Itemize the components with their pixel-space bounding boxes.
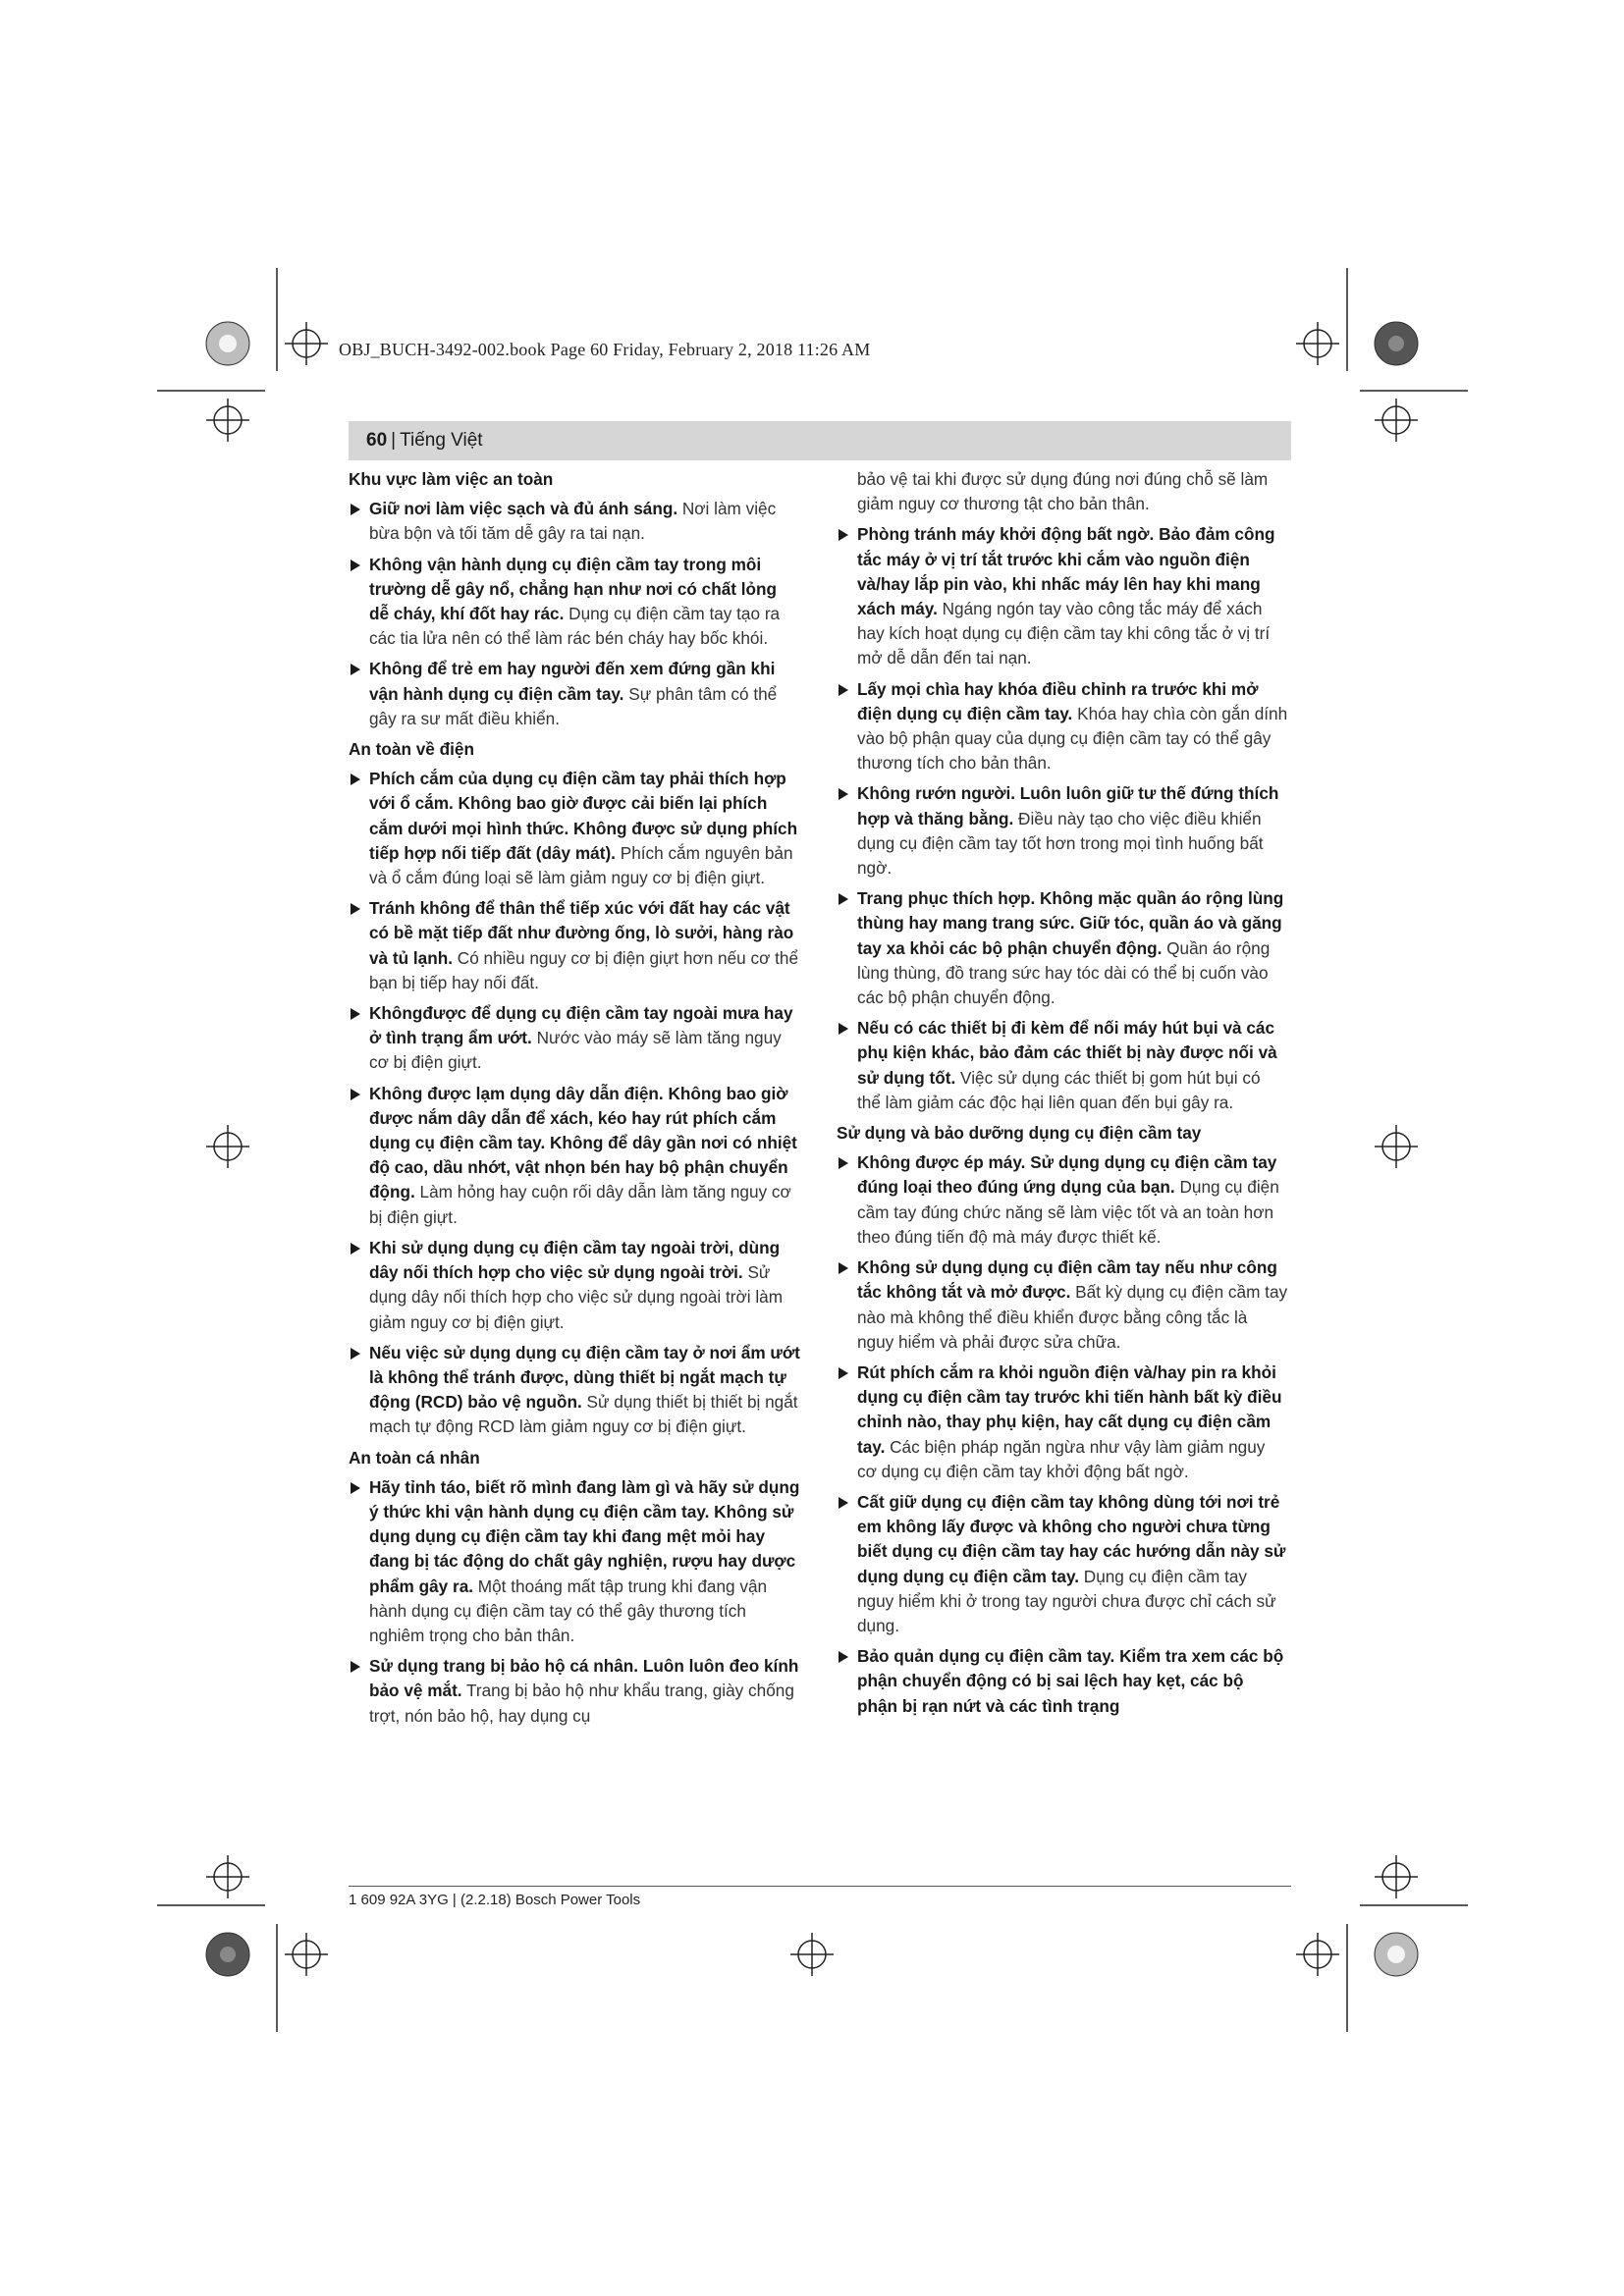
section-heading: An toàn cá nhân xyxy=(349,1447,480,1468)
item-bold-text: Nếu có các thiết bị đi kèm để nối máy hút bụi và các phụ kiện khác, bảo đảm các thiết bị này được nối và sử dụng tốt. xyxy=(857,1018,1277,1088)
bullet-triangle-icon xyxy=(839,529,848,541)
bullet-triangle-icon xyxy=(351,1008,360,1020)
safety-item xyxy=(349,1082,800,1230)
item-normal-text: Việc sử dụng các thiết bị gom hút bụi có thể làm giảm các độc hại liên quan đến bụi gây ra. xyxy=(857,1067,1261,1112)
item-normal-text: Nước vào máy sẽ làm tăng nguy cơ bị điện giựt. xyxy=(369,1028,782,1073)
item-bold-text: Hãy tỉnh táo, biết rõ mình đang làm gì và hãy sử dụng ý thức khi vận hành dụng cụ điện cầm tay. Không sử dụng dụng cụ điện cầm tay khi đang mệt mỏi hay đang bị tác động do chất gây nghiện, rượu hay dược phẩm gây ra. xyxy=(369,1476,800,1596)
continued-text: bảo vệ tai khi được sử dụng đúng nơi đúng chỗ sẽ làm giảm nguy cơ thương tật cho bản thân. xyxy=(857,469,1269,514)
item-normal-text: Dụng cụ điện cầm tay đúng chức năng sẽ làm việc tốt và an toàn hơn theo đúng tiến độ mà máy được thiết kế. xyxy=(857,1177,1279,1247)
bullet-triangle-icon xyxy=(351,504,360,515)
right-column xyxy=(837,467,1288,1725)
bullet-triangle-icon xyxy=(351,1482,360,1494)
bullet-triangle-icon xyxy=(351,1348,360,1360)
crosshair-icon xyxy=(285,322,328,365)
page-number: 60 xyxy=(366,430,388,451)
bullet-triangle-icon xyxy=(351,774,360,785)
bullet-triangle-icon xyxy=(839,1367,848,1379)
page-header xyxy=(349,421,1291,460)
page-footer: 1 609 92A 3YG | (2.2.18) Bosch Power Tools xyxy=(349,1892,641,1908)
safety-item xyxy=(349,767,800,890)
bullet-triangle-icon xyxy=(839,1157,848,1169)
bullet-triangle-icon xyxy=(351,1661,360,1673)
safety-item xyxy=(349,497,800,546)
bullet-triangle-icon xyxy=(839,1023,848,1035)
item-normal-text: Một thoáng mất tập trung khi đang vận hành dụng cụ điện cầm tay có thể gây thương tích nghiêm trọng cho bản thân. xyxy=(369,1575,768,1645)
section-heading: An toàn về điện xyxy=(349,739,474,760)
item-bold-text: Không vận hành dụng cụ điện cầm tay trong môi trường dễ gây nổ, chẳng hạn như nơi có chất lỏng dễ cháy, khí đốt hay rác. xyxy=(369,554,778,624)
item-normal-text: Trang bị bảo hộ như khẩu trang, giày chống trợt, nón bảo hộ, hay dụng cụ xyxy=(369,1681,794,1726)
safety-item xyxy=(837,677,1288,776)
safety-item xyxy=(837,1255,1288,1355)
item-normal-text: Làm hỏng hay cuộn rối dây dẫn làm tăng nguy cơ bị điện giựt. xyxy=(369,1182,791,1227)
item-bold-text: Bảo quản dụng cụ điện cầm tay. Kiểm tra xem các bộ phận chuyển động có bị sai lệch hay kẹt, các bộ phận bị rạn nứt và các tình trạng xyxy=(857,1646,1284,1716)
bullet-triangle-icon xyxy=(839,788,848,800)
item-normal-text: Các biện pháp ngăn ngừa như vậy làm giảm nguy cơ dụng cụ điện cầm tay khởi động bất ngờ. xyxy=(857,1436,1266,1481)
bullet-triangle-icon xyxy=(351,903,360,915)
item-normal-text: Có nhiều nguy cơ bị điện giựt hơn nếu cơ thể bạn bị tiếp hay nối đất. xyxy=(369,947,799,992)
safety-item xyxy=(837,781,1288,881)
item-bold-text: Không để trẻ em hay người đến xem đứng gần khi vận hành dụng cụ điện cầm tay. xyxy=(369,659,776,704)
bullet-triangle-icon xyxy=(839,684,848,696)
bullet-triangle-icon xyxy=(351,560,360,571)
item-normal-text: Điều này tạo cho việc điều khiển dụng cụ điện cầm tay tốt hơn trong mọi tình huống bất ngờ. xyxy=(857,808,1264,879)
safety-item xyxy=(349,1236,800,1335)
bullet-triangle-icon xyxy=(351,1243,360,1255)
bullet-triangle-icon xyxy=(839,1262,848,1274)
item-normal-text: Sự phân tâm có thể gây ra sư mất điều khiển. xyxy=(369,683,778,728)
item-normal-text: Quần áo rộng lùng thùng, đồ trang sức hay tóc dài có thể bị cuốn vào các bộ phận chuyển động. xyxy=(857,937,1271,1008)
item-bold-text: Lấy mọi chìa hay khóa điều chỉnh ra trước khi mở điện dụng cụ điện cầm tay. xyxy=(857,678,1259,723)
item-normal-text: Bất kỳ dụng cụ điện cầm tay nào mà không thể điều khiển được bằng công tắc là nguy hiểm và phải được sửa chữa. xyxy=(857,1282,1288,1352)
safety-item xyxy=(837,1644,1288,1719)
item-bold-text: Không sử dụng dụng cụ điện cầm tay nếu như công tắc không tắt và mở được. xyxy=(857,1257,1277,1303)
header-separator: | xyxy=(391,430,397,451)
bullet-triangle-icon xyxy=(839,1651,848,1663)
item-bold-text: Rút phích cắm ra khỏi nguồn điện và/hay pin ra khỏi dụng cụ điện cầm tay trước khi tiến hành bất kỳ điều chỉnh nào, thay phụ kiện, hay cất dụng cụ điện cầm tay. xyxy=(857,1362,1282,1457)
item-bold-text: Cất giữ dụng cụ điện cầm tay không dùng tới nơi trẻ em không lấy được và không cho người chưa từng biết dụng cụ điện cầm tay hay các hướng dẫn này sử dụng dụng cụ điện cầm tay. xyxy=(857,1491,1286,1586)
safety-item xyxy=(349,1341,800,1440)
safety-item xyxy=(349,1654,800,1729)
item-normal-text: Sử dụng thiết bị thiết bị ngắt mạch tự động RCD làm giảm nguy cơ bị điện giựt. xyxy=(369,1392,798,1437)
safety-item xyxy=(837,886,1288,1010)
item-bold-text: Phích cắm của dụng cụ điện cầm tay phải thích hợp với ổ cắm. Không bao giờ được cải biến lại phích cắm dưới mọi hình thức. Không được sử dụng phích tiếp hợp nối tiếp đất (dây mát). xyxy=(369,769,798,863)
footer-divider xyxy=(349,1886,1291,1887)
item-normal-text: Ngáng ngón tay vào công tắc máy để xách hay kích hoạt dụng cụ điện cầm tay khi công tắc ở vị trí mở dễ dẫn đến tai nạn. xyxy=(857,599,1271,668)
item-normal-text: Nơi làm việc bừa bộn và tối tăm dễ gây ra tai nạn. xyxy=(369,499,777,544)
safety-item xyxy=(837,1361,1288,1484)
bullet-triangle-icon xyxy=(839,893,848,905)
section-heading: Khu vực làm việc an toàn xyxy=(349,469,554,489)
item-bold-text: Tránh không để thân thể tiếp xúc với đất hay các vật có bề mặt tiếp đất như đường ống, lò sưởi, hàng rào và tủ lạnh. xyxy=(369,898,794,968)
item-bold-text: Khôngđược để dụng cụ điện cầm tay ngoài mưa hay ở tình trạng ẩm ướt. xyxy=(369,1003,793,1048)
item-bold-text: Khi sử dụng dụng cụ điện cầm tay ngoài trời, dùng dây nối thích hợp cho việc sử dụng ngoài trời. xyxy=(369,1237,781,1283)
print-header: OBJ_BUCH-3492-002.book Page 60 Friday, February 2, 2018 11:26 AM xyxy=(339,340,871,359)
item-bold-text: Sử dụng trang bị bảo hộ cá nhân. Luôn luôn đeo kính bảo vệ mắt. xyxy=(369,1656,799,1701)
item-bold-text: Giữ nơi làm việc sạch và đủ ánh sáng. xyxy=(369,499,678,519)
safety-item xyxy=(349,657,800,731)
item-bold-text: Không được lạm dụng dây dẫn điện. Không bao giờ được nắm dây dẫn để xách, kéo hay rút phích cắm dụng cụ điện cầm tay. Không để dây gần nơi có nhiệt độ cao, dầu nhớt, vật nhọn bén hay bộ phận chuyển động. xyxy=(369,1083,797,1202)
item-normal-text: Dụng cụ điện cầm tay nguy hiểm khi ở trong tay người chưa được chỉ cách sử dụng. xyxy=(857,1566,1276,1635)
safety-item xyxy=(837,522,1288,670)
safety-item xyxy=(349,896,800,995)
safety-item xyxy=(837,1490,1288,1638)
item-bold-text: Không rướn người. Luôn luôn giữ tư thế đứng thích hợp và thăng bằng. xyxy=(857,783,1279,828)
bullet-triangle-icon xyxy=(351,664,360,675)
item-normal-text: Phích cắm nguyên bản và ổ cắm đúng loại sẽ làm giảm nguy cơ bị điện giựt. xyxy=(369,842,793,888)
bullet-triangle-icon xyxy=(839,1497,848,1509)
safety-item xyxy=(349,1475,800,1648)
left-column xyxy=(349,467,800,1735)
safety-item xyxy=(837,1016,1288,1115)
safety-item xyxy=(349,1001,800,1076)
section-heading: Sử dụng và bảo dưỡng dụng cụ điện cầm tay xyxy=(837,1123,1202,1144)
item-bold-text: Trang phục thích hợp. Không mặc quần áo rộng lùng thùng hay mang trang sức. Giữ tóc, quần áo và găng tay xa khỏi các bộ phận chuyển động. xyxy=(857,888,1284,958)
item-bold-text: Nếu việc sử dụng dụng cụ điện cầm tay ở nơi ẩm ướt là không thể tránh được, dùng thiết bị ngắt mạch tự động (RCD) bảo vệ nguồn. xyxy=(369,1342,800,1413)
safety-item xyxy=(349,553,800,652)
item-normal-text: Sử dụng dây nối thích hợp cho việc sử dụng ngoài trời làm giảm nguy cơ bị điện giựt. xyxy=(369,1262,784,1332)
language-label: Tiếng Việt xyxy=(400,430,483,451)
item-normal-text: Dụng cụ điện cầm tay tạo ra các tia lửa nên có thể làm rác bén cháy hay bốc khói. xyxy=(369,604,781,649)
item-normal-text: Khóa hay chìa còn gắn dính vào bộ phận quay của dụng cụ điện cầm tay có thể gây thương tích cho bản thân. xyxy=(857,703,1288,774)
item-bold-text: Phòng tránh máy khởi động bất ngờ. Bảo đảm công tắc máy ở vị trí tắt trước khi cắm vào nguồn điện và/hay lắp pin vào, khi nhấc máy lên hay khi mang xách máy. xyxy=(857,524,1275,619)
item-bold-text: Không được ép máy. Sử dụng dụng cụ điện cầm tay đúng loại theo đúng ứng dụng của bạn. xyxy=(857,1152,1277,1198)
bullet-triangle-icon xyxy=(351,1089,360,1100)
safety-item xyxy=(837,1150,1288,1250)
